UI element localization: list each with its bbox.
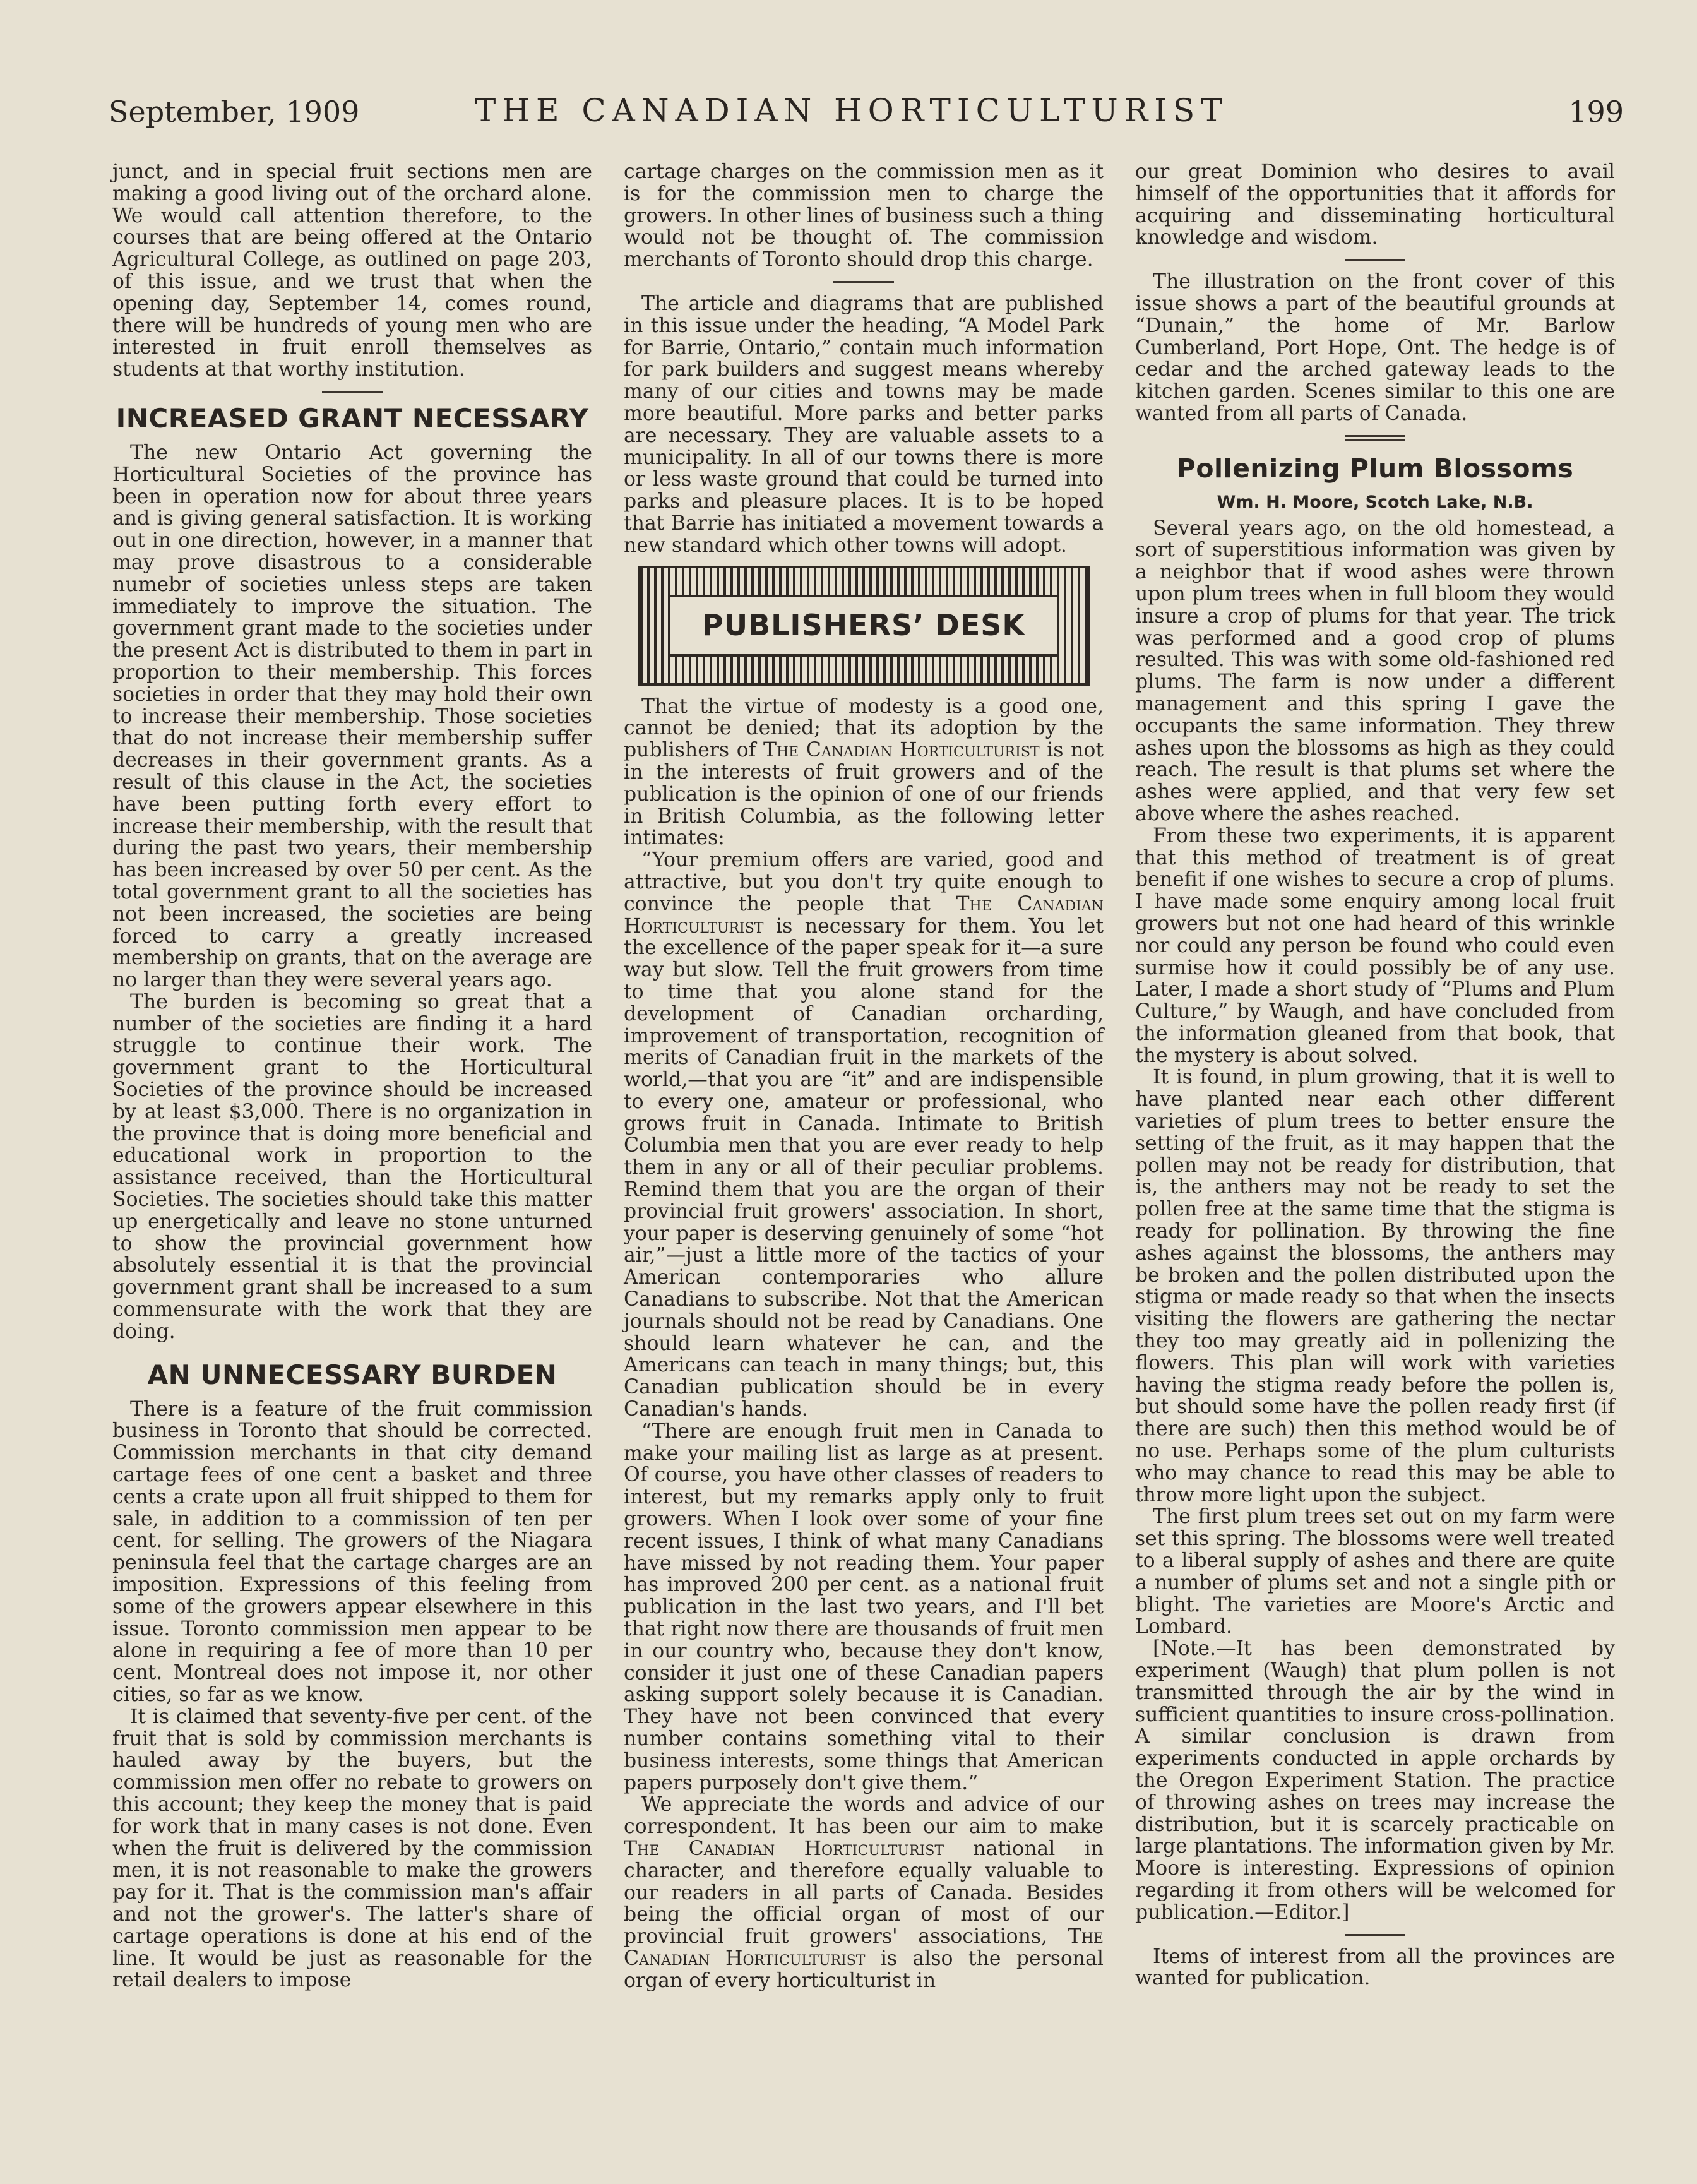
section-divider bbox=[1345, 259, 1405, 261]
section-divider bbox=[322, 391, 383, 393]
page-header bbox=[109, 92, 1624, 139]
paragraph: We appreciate the words and advice of our correspondent. It has been our aim to make The Canadian Horticulturist national in character, and therefore equally valuable to our readers in all parts of Canada. Besides being the official organ of most of our provincial fruit growers' associations, The Canadian Horticulturist is also the personal organ of every horticulturist in bbox=[624, 1793, 1104, 1992]
paragraph: cartage charges on the commission men as it is for the commission men to charge the growers. In other lines of business such a thing would not be thought of. The commission merchants of Toronto should drop this charge. bbox=[624, 160, 1104, 272]
paragraph: Several years ago, on the old homestead, a sort of superstitious information was given by a neighbor that if wood ashes were thrown upon plum trees when in full bloom they would insure a crop of plums for that year. The trick was performed and a good crop of plums resulted. This was with some old-fashioned red plums. The farm is now under a different management and this spring I gave the occupants the same information. They threw ashes upon the blossoms as high as they could reach. The result is that plums set where the ashes were applied, and that very few set above where the ashes reached. bbox=[1135, 516, 1615, 825]
publishers-desk-banner bbox=[638, 566, 1090, 686]
column-left bbox=[112, 161, 592, 1991]
section-divider bbox=[833, 281, 894, 283]
column-right bbox=[1135, 161, 1615, 1990]
double-divider bbox=[1345, 435, 1405, 441]
heading-pollenizing: Pollenizing Plum Blossoms bbox=[1176, 453, 1574, 484]
paragraph: The illustration on the front cover of this issue shows a part of the beautiful grounds at “Dunain,” the home of Mr. Barlow Cumberland, Port Hope, Ont. The hedge is of cedar and the arched gateway leads to the kitchen garden. Scenes similar to this one are wanted from all parts of Canada. bbox=[1135, 270, 1615, 425]
paragraph: Items of interest from all the provinces are wanted for publication. bbox=[1135, 1945, 1615, 1990]
publishers-desk-title: PUBLISHERS’ DESK bbox=[701, 608, 1026, 643]
paragraph: From these two experiments, it is apparent that this method of treatment is of great benefit if one wishes to secure a crop of plums. I have made some enquiry among local fruit growers but not one had heard of this wrinkle nor could any person be found who could even surmise how it could possibly be of any use. Later, I made a short study of “Plums and Plum Culture,” by Waugh, and have concluded from the information gleaned from that book, that the mystery is about solved. bbox=[1135, 824, 1615, 1067]
heading-increased-grant: INCREASED GRANT NECESSARY bbox=[116, 402, 589, 434]
paragraph: It is claimed that seventy-five per cent. of the fruit that is sold by commission merchants is hauled away by the buyers, but the commission men offer no rebate to growers on this account; they keep the money that is paid for work that in many cases is not done. Even when the fruit is delivered by the commission men, it is not reasonable to make the growers pay for it. That is the commission man's affair and not the grower's. The latter's share of cartage operations is done at his end of the line. It would be just as reasonable for the retail dealers to impose bbox=[112, 1705, 592, 1992]
magazine-title: THE CANADIAN HORTICULTURIST bbox=[475, 92, 1229, 129]
paragraph: The first plum trees set out on my farm were set this spring. The blossoms were well treated to a liberal supply of ashes and there are quite a number of plums set and not a single pith or blight. The varieties are Moore's Arctic and Lombard. bbox=[1135, 1505, 1615, 1638]
paragraph: “Your premium offers are varied, good and attractive, but you don't try quite enough to convince the people that The Canadian Horticulturist is necessary for them. You let the excellence of the paper speak for it—a sure way but slow. Tell the fruit growers from time to time that you alone stand for the development of Canadian orcharding, improvement of transportation, recognition of merits of Canadian fruit in the markets of the world,—that you are “it” and are indispensible to every one, amateur or professional, who grows fruit in Canada. Intimate to British Columbia men that you are ever ready to help them in any or all of their peculiar problems. Remind them that you are the organ of their provincial fruit growers' association. In short, your paper is deserving genuinely of some “hot air,”—just a little more of the tactics of your American contemporaries who allure Canadians to subscribe. Not that the American journals should not be read by Canadians. One should learn whatever he can, and the Americans can teach in many things; but, this Canadian publication should be in every Canadian's hands. bbox=[624, 849, 1104, 1421]
magazine-name: The Canadian Horticulturist bbox=[763, 739, 1040, 762]
paragraph: “There are enough fruit men in Canada to make your mailing list as large as at present. Of course, you have other classes of readers to interest, but my remarks apply only to fruit growers. When I look over some of your fine recent issues, I think of what many Canadians have missed by not reading them. Your paper has improved 200 per cent. as a national fruit publication in the last two years, and I'll bet that right now there are thousands of fruit men in our country who, because they don't know, consider it just one of these Canadian papers asking support solely because it is Canadian. They have not been convinced that every number contains something vital to their business interests, some things that American papers purposely don't give them.” bbox=[624, 1419, 1104, 1794]
editor-note: [Note.—It has been demonstrated by experiment (Waugh) that plum pollen is not transmitted through the air by the wind in sufficient quantities to insure cross-pollination. A similar conclusion is drawn from experiments conducted in apple orchards by the Oregon Experiment Station. The practice of throwing ashes on trees may increase the distribution, but it is scarcely practicable on large plantations. The information given by Mr. Moore is interesting. Expressions of opinion regarding it from others will be welcomed for publication.—Editor.] bbox=[1135, 1637, 1615, 1924]
magazine-name: The Canadian Horticulturist bbox=[624, 1837, 944, 1860]
paragraph: That the virtue of modesty is a good one, cannot be denied; that its adoption by the publishers of The Canadian Horticulturist is not in the interests of fruit growers and of the publication is the opinion of one of our friends in British Columbia, as the following letter intimates: bbox=[624, 695, 1104, 850]
section-divider bbox=[1345, 1934, 1405, 1936]
heading-unnecessary-burden: AN UNNECESSARY BURDEN bbox=[147, 1359, 557, 1390]
paragraph: our great Dominion who desires to avail himself of the opportunities that it affords for acquiring and disseminating horticultural knowledge and wisdom. bbox=[1135, 160, 1615, 249]
page-number: 199 bbox=[1568, 95, 1624, 129]
paragraph: The new Ontario Act governing the Horticultural Societies of the province has been in operation now for about three years and is giving general satisfaction. It is working out in one direction, however, in a manner that may prove disastrous to a considerable numebr of societies unless steps are taken immediately to improve the situation. The government grant made to the societies under the present Act is distributed to them in part in proportion to their membership. This forces societies in order that they may hold their own to increase their membership. Those societies that do not increase their membership suffer decreases in their government grants. As a result of this clause in the Act, the societies have been putting forth every effort to increase their membership, with the result that during the past two years, their membership has been increased by over 50 per cent. As the total government grant to all the societies has not been increased, the societies are being forced to carry a greatly increased membership on grants, that on the average are no larger than they were several years ago. bbox=[112, 441, 592, 992]
issue-date: September, 1909 bbox=[109, 95, 360, 129]
paragraph: The burden is becoming so great that a number of the societies are finding it a hard struggle to continue their work. The government grant to the Horticultural Societies of the province should be increased by at least $3,000. There is no organization in the province that is doing more beneficial and educational work in proportion to the assistance received, than the Horticultural Societies. The societies should take this matter up energetically and leave no stone unturned to show the provincial government how absolutely essential it is that the provincial government grant shall be increased to a sum commensurate with the work that they are doing. bbox=[112, 990, 592, 1343]
banner-inner bbox=[668, 595, 1059, 657]
magazine-name: The Canadian Horticulturist bbox=[624, 1925, 1104, 1970]
column-middle bbox=[624, 161, 1104, 1992]
paragraph: The article and diagrams that are published in this issue under the heading, “A Model Park for Barrie, Ontario,” contain much information for park builders and suggest means whereby many of our cities and towns may be made more beautiful. More parks and better parks are necessary. They are valuable assets to a municipality. In all of our towns there is more or less waste ground that could be turned into parks and pleasure places. It is to be hoped that Barrie has initiated a movement towards a new standard which other towns will adopt. bbox=[624, 292, 1104, 557]
paragraph: junct, and in special fruit sections men are making a good living out of the orchard alone. We would call attention therefore, to the courses that are being offered at the Ontario Agricultural College, as outlined on page 203, of this issue, and we trust that when the opening day, September 14, comes round, there will be hundreds of young men who are interested in fruit enroll themselves as students at that worthy institution. bbox=[112, 160, 592, 381]
paragraph: There is a feature of the fruit commission business in Toronto that should be corrected. Commission merchants in that city demand cartage fees of one cent a basket and three cents a crate upon all fruit shipped to them for sale, in addition to a commission of ten per cent. for selling. The growers of the Niagara peninsula feel that the cartage charges are an imposition. Expressions of this feeling from some of the growers appear elsewhere in this issue. Toronto commission men appear to be alone in requiring a fee of more than 10 per cent. Montreal does not impose it, nor other cities, so far as we know. bbox=[112, 1397, 592, 1706]
magazine-name: The Canadian Horticulturist bbox=[624, 892, 1104, 938]
byline: Wm. H. Moore, Scotch Lake, N.B. bbox=[1217, 492, 1533, 512]
paragraph: It is found, in plum growing, that it is well to have planted near each other different varieties of plum trees to better ensure the setting of the fruit, as it may happen that the pollen may not be ready for distribution, that is, the anthers may not be ready to set the pollen free at the same time that the stigma is ready for pollination. By throwing the fine ashes against the blossoms, the anthers may be broken and the pollen distributed upon the stigma or made ready so that when the insects visiting the flowers are gathering the nectar they too may greatly aid in pollenizing the flowers. This plan will work with varieties having the stigma ready before the pollen is, but should some have the pollen ready first (if there are such) then this method would be of no use. Perhaps some of the plum culturists who may chance to read this may be able to throw more light upon the subject. bbox=[1135, 1066, 1615, 1507]
